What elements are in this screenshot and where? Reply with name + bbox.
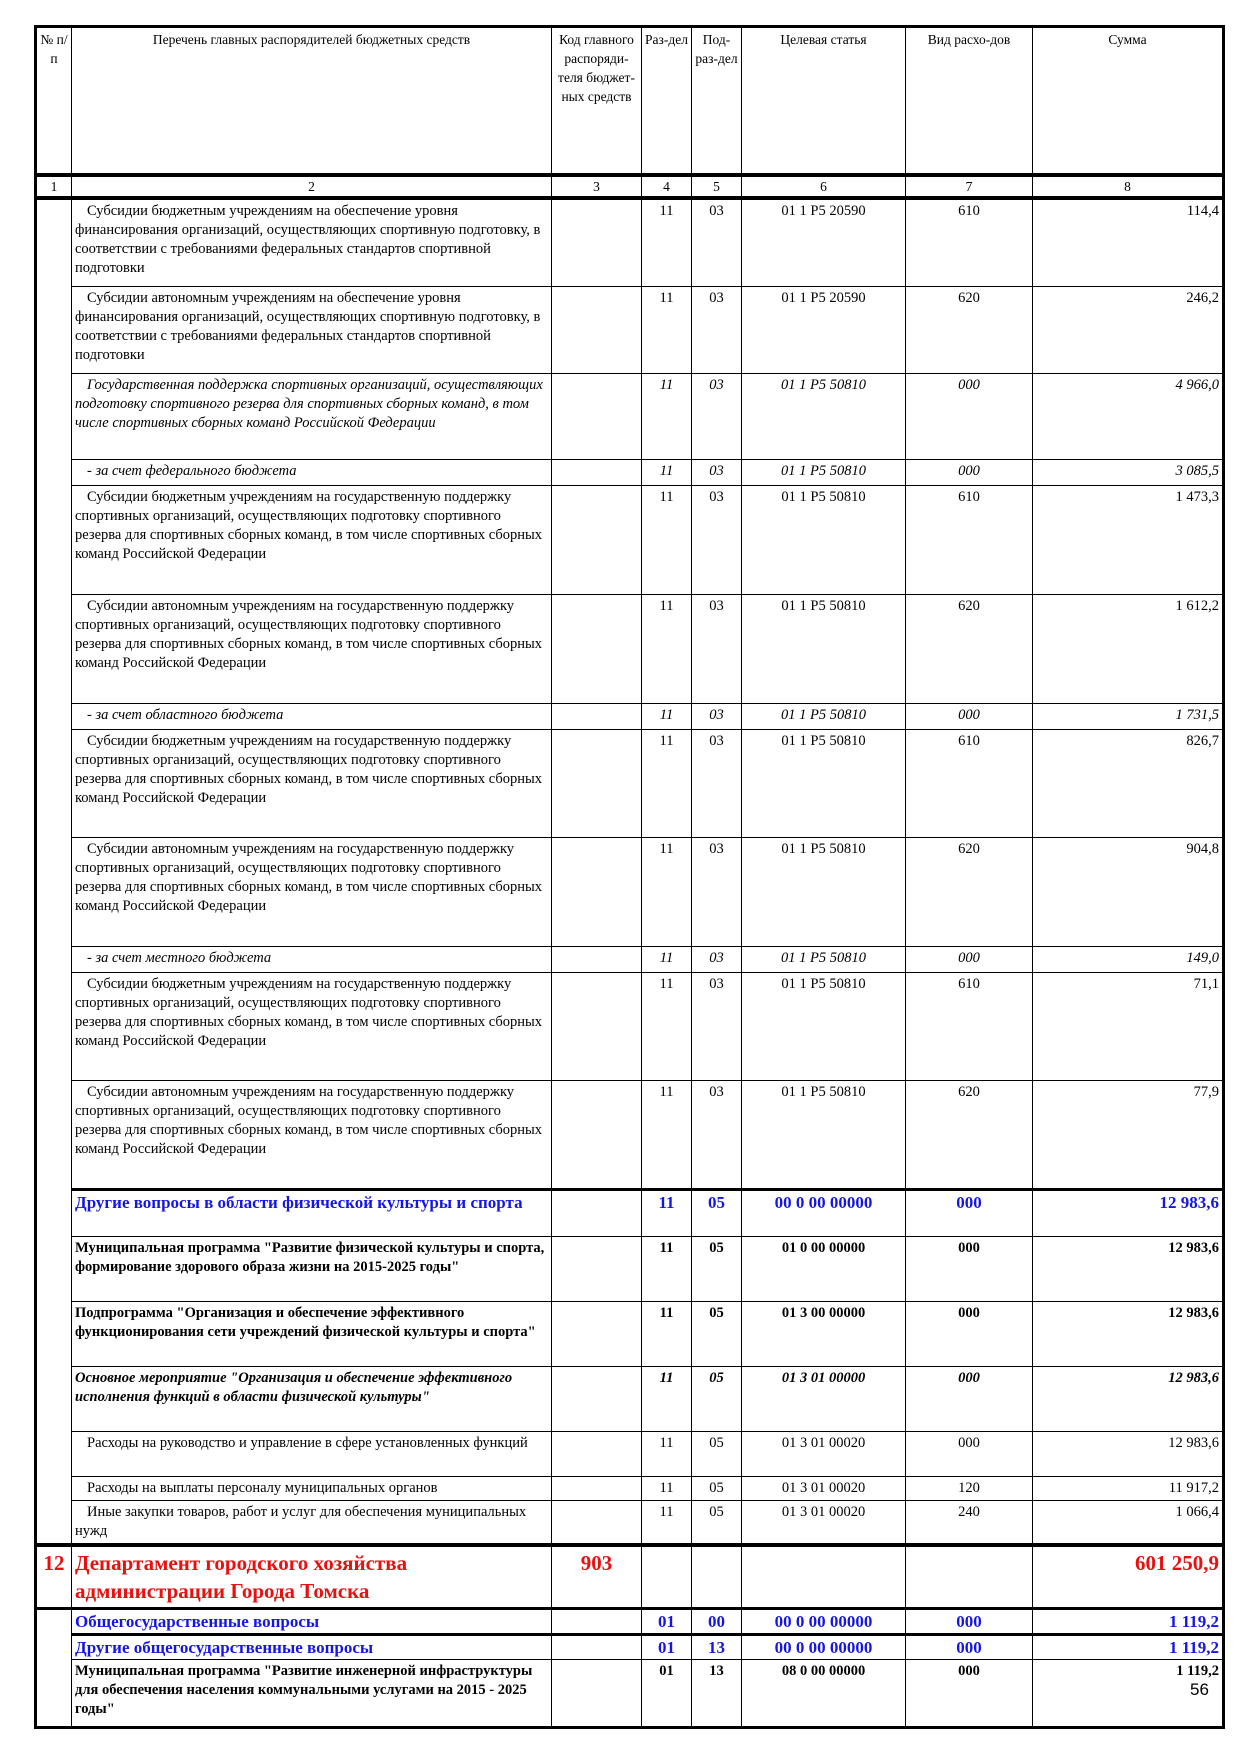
row-podrazdel: 13: [692, 1634, 742, 1659]
row-razdel: 11: [642, 1366, 692, 1431]
row-podrazdel: 03: [692, 837, 742, 946]
row-vid: 120: [906, 1476, 1033, 1500]
table-row: [36, 1189, 1224, 1236]
row-number-cell: [36, 1608, 72, 1727]
table-row: [36, 972, 1224, 1080]
row-code: [552, 1431, 642, 1476]
row-razdel: 11: [642, 837, 692, 946]
row-razdel: 11: [642, 1431, 692, 1476]
row-name: Иные закупки товаров, работ и услуг для обеспечения муниципальных нужд: [72, 1500, 552, 1545]
row-vid: 000: [906, 1366, 1033, 1431]
table-row: [36, 729, 1224, 837]
table-row: [36, 837, 1224, 946]
row-vid: 620: [906, 837, 1033, 946]
row-vid: 000: [906, 1189, 1033, 1236]
row-razdel: 11: [642, 1500, 692, 1545]
row-razdel: 01: [642, 1608, 692, 1634]
row-podrazdel: 13: [692, 1659, 742, 1727]
row-podrazdel: 05: [692, 1431, 742, 1476]
row-razdel: 11: [642, 485, 692, 594]
header-target: Целевая статья: [742, 27, 906, 176]
row-code: [552, 946, 642, 972]
header-podrazdel: Под-раз-дел: [692, 27, 742, 176]
header-row: [36, 27, 1224, 176]
row-razdel: 11: [642, 1236, 692, 1301]
row-sum: 1 731,5: [1033, 703, 1224, 729]
row-sum: 114,4: [1033, 198, 1224, 286]
row-podrazdel: 03: [692, 594, 742, 703]
row-name: - за счет федерального бюджета: [72, 459, 552, 485]
budget-table: [34, 25, 1225, 1729]
row-podrazdel: 03: [692, 946, 742, 972]
department-name: Департамент городского хозяйства администрации Города Томска: [72, 1545, 552, 1609]
row-vid: 610: [906, 198, 1033, 286]
col-number: 5: [692, 175, 742, 198]
row-target: 01 1 P5 50810: [742, 594, 906, 703]
row-number-cell: [36, 198, 72, 1545]
row-razdel: 11: [642, 1476, 692, 1500]
table-row: [36, 1476, 1224, 1500]
row-razdel: 01: [642, 1659, 692, 1727]
row-podrazdel: 03: [692, 972, 742, 1080]
row-podrazdel: 05: [692, 1476, 742, 1500]
col-number: 2: [72, 175, 552, 198]
row-name: - за счет областного бюджета: [72, 703, 552, 729]
row-target: 00 0 00 00000: [742, 1608, 906, 1634]
row-sum: 149,0: [1033, 946, 1224, 972]
row-name: Субсидии автономным учреждениям на государственную поддержку спортивных организаций, осуществляющих подготовку спортивного резерва для спортивных сборных команд, в том числе спортивных сборных команд Российской Федерации: [72, 1080, 552, 1189]
page-number: 56: [1190, 1680, 1209, 1699]
row-target: 01 1 P5 50810: [742, 972, 906, 1080]
row-name: - за счет местного бюджета: [72, 946, 552, 972]
table-row: [36, 1634, 1224, 1659]
row-target: 01 3 01 00000: [742, 1366, 906, 1431]
empty-cell: [906, 1545, 1033, 1609]
row-vid: 000: [906, 946, 1033, 972]
row-podrazdel: 03: [692, 1080, 742, 1189]
row-podrazdel: 03: [692, 729, 742, 837]
row-code: [552, 594, 642, 703]
row-podrazdel: 03: [692, 485, 742, 594]
row-sum: 904,8: [1033, 837, 1224, 946]
table-row: [36, 1608, 1224, 1634]
row-vid: 000: [906, 373, 1033, 459]
row-code: [552, 1189, 642, 1236]
row-vid: 620: [906, 1080, 1033, 1189]
row-code: [552, 729, 642, 837]
row-name: Субсидии автономным учреждениям на государственную поддержку спортивных организаций, осуществляющих подготовку спортивного резерва для спортивных сборных команд, в том числе спортивных сборных команд Российской Федерации: [72, 594, 552, 703]
row-vid: 000: [906, 1634, 1033, 1659]
row-razdel: 01: [642, 1634, 692, 1659]
col-number: 4: [642, 175, 692, 198]
table-row: [36, 946, 1224, 972]
row-vid: 000: [906, 1301, 1033, 1366]
table-row: [36, 1080, 1224, 1189]
row-code: [552, 703, 642, 729]
row-code: [552, 1634, 642, 1659]
row-podrazdel: 05: [692, 1500, 742, 1545]
row-name: Расходы на выплаты персоналу муниципальных органов: [72, 1476, 552, 1500]
row-razdel: 11: [642, 1080, 692, 1189]
row-code: [552, 198, 642, 286]
row-code: [552, 1366, 642, 1431]
row-code: [552, 1476, 642, 1500]
row-code: [552, 972, 642, 1080]
empty-cell: [642, 1545, 692, 1609]
row-code: [552, 1659, 642, 1727]
row-target: 01 3 01 00020: [742, 1476, 906, 1500]
row-target: 01 1 P5 50810: [742, 1080, 906, 1189]
empty-cell: [692, 1545, 742, 1609]
row-sum: 11 917,2: [1033, 1476, 1224, 1500]
row-vid: 610: [906, 972, 1033, 1080]
row-code: [552, 459, 642, 485]
row-podrazdel: 05: [692, 1189, 742, 1236]
row-sum: 12 983,6: [1033, 1431, 1224, 1476]
row-target: 01 1 P5 50810: [742, 373, 906, 459]
row-sum: 4 966,0: [1033, 373, 1224, 459]
row-name: Муниципальная программа "Развитие инженерной инфраструктуры для обеспечения населения коммунальными услугами на 2015 - 2025 годы": [72, 1659, 552, 1727]
row-podrazdel: 03: [692, 286, 742, 373]
row-code: [552, 485, 642, 594]
table-row: [36, 198, 1224, 286]
row-code: [552, 1301, 642, 1366]
row-target: 01 0 00 00000: [742, 1236, 906, 1301]
row-code: [552, 1236, 642, 1301]
row-target: 01 1 P5 50810: [742, 729, 906, 837]
row-sum: 12 983,6: [1033, 1301, 1224, 1366]
row-sum: 12 983,6: [1033, 1236, 1224, 1301]
col-number: 6: [742, 175, 906, 198]
empty-cell: [742, 1545, 906, 1609]
table-row: [36, 1236, 1224, 1301]
table-row: [36, 1431, 1224, 1476]
row-name: Субсидии бюджетным учреждениям на обеспечение уровня финансирования организаций, осуществляющих спортивную подготовку, в соответствии с требованиями федеральных стандартов спортивной подготовки: [72, 198, 552, 286]
row-name: Подпрограмма "Организация и обеспечение эффективного функционирования сети учреждений физической культуры и спорта": [72, 1301, 552, 1366]
row-sum: 12 983,6: [1033, 1366, 1224, 1431]
row-name: Другие вопросы в области физической культуры и спорта: [72, 1189, 552, 1236]
row-code: [552, 837, 642, 946]
row-vid: 610: [906, 485, 1033, 594]
row-podrazdel: 03: [692, 373, 742, 459]
row-podrazdel: 05: [692, 1236, 742, 1301]
row-podrazdel: 05: [692, 1301, 742, 1366]
row-name: Другие общегосударственные вопросы: [72, 1634, 552, 1659]
row-sum: 71,1: [1033, 972, 1224, 1080]
row-code: [552, 1500, 642, 1545]
row-podrazdel: 03: [692, 198, 742, 286]
row-sum: 12 983,6: [1033, 1189, 1224, 1236]
table-row: [36, 373, 1224, 459]
row-name: Субсидии бюджетным учреждениям на государственную поддержку спортивных организаций, осуществляющих подготовку спортивного резерва для спортивных сборных команд, в том числе спортивных сборных команд Российской Федерации: [72, 485, 552, 594]
row-podrazdel: 00: [692, 1608, 742, 1634]
table-row: [36, 1659, 1224, 1727]
row-razdel: 11: [642, 594, 692, 703]
row-name: Муниципальная программа "Развитие физической культуры и спорта, формирование здорового образа жизни на 2015-2025 годы": [72, 1236, 552, 1301]
row-name: Основное мероприятие "Организация и обеспечение эффективного исполнения функций в области физической культуры": [72, 1366, 552, 1431]
row-podrazdel: 03: [692, 703, 742, 729]
row-razdel: 11: [642, 972, 692, 1080]
row-target: 01 3 01 00020: [742, 1500, 906, 1545]
header-num: № п/п: [36, 27, 72, 176]
row-code: [552, 1608, 642, 1634]
row-razdel: 11: [642, 373, 692, 459]
department-row: [36, 1545, 1224, 1609]
row-vid: 000: [906, 1659, 1033, 1727]
col-number: 3: [552, 175, 642, 198]
row-vid: 000: [906, 1608, 1033, 1634]
table-row: [36, 703, 1224, 729]
row-razdel: 11: [642, 946, 692, 972]
row-target: 01 1 P5 20590: [742, 198, 906, 286]
row-sum: 246,2: [1033, 286, 1224, 373]
row-name: Субсидии автономным учреждениям на обеспечение уровня финансирования организаций, осуществляющих спортивную подготовку, в соответствии с требованиями федеральных стандартов спортивной подготовки: [72, 286, 552, 373]
table-row: [36, 286, 1224, 373]
department-code: 903: [552, 1545, 642, 1609]
row-target: 00 0 00 00000: [742, 1634, 906, 1659]
row-name: Расходы на руководство и управление в сфере установленных функций: [72, 1431, 552, 1476]
row-sum: 1 066,4: [1033, 1500, 1224, 1545]
row-sum: 77,9: [1033, 1080, 1224, 1189]
row-target: 01 1 P5 50810: [742, 946, 906, 972]
row-vid: 610: [906, 729, 1033, 837]
row-podrazdel: 03: [692, 459, 742, 485]
row-sum: 1 119,2: [1033, 1634, 1224, 1659]
row-razdel: 11: [642, 198, 692, 286]
row-code: [552, 373, 642, 459]
table-row: [36, 485, 1224, 594]
row-razdel: 11: [642, 286, 692, 373]
row-sum: 1 473,3: [1033, 485, 1224, 594]
row-razdel: 11: [642, 1301, 692, 1366]
table-row: [36, 1500, 1224, 1545]
table-row: [36, 594, 1224, 703]
row-target: 01 1 P5 50810: [742, 485, 906, 594]
row-code: [552, 286, 642, 373]
col-number: 1: [36, 175, 72, 198]
row-name: Субсидии бюджетным учреждениям на государственную поддержку спортивных организаций, осуществляющих подготовку спортивного резерва для спортивных сборных команд, в том числе спортивных сборных команд Российской Федерации: [72, 972, 552, 1080]
row-target: 01 1 P5 50810: [742, 837, 906, 946]
row-vid: 000: [906, 1431, 1033, 1476]
header-razdel: Раз-дел: [642, 27, 692, 176]
header-sum: Сумма: [1033, 27, 1224, 176]
row-sum: 3 085,5: [1033, 459, 1224, 485]
row-razdel: 11: [642, 729, 692, 837]
header-name: Перечень главных распорядителей бюджетных средств: [72, 27, 552, 176]
row-vid: 620: [906, 594, 1033, 703]
row-name: Субсидии автономным учреждениям на государственную поддержку спортивных организаций, осуществляющих подготовку спортивного резерва для спортивных сборных команд, в том числе спортивных сборных команд Российской Федерации: [72, 837, 552, 946]
row-sum: 1 612,2: [1033, 594, 1224, 703]
row-sum: 826,7: [1033, 729, 1224, 837]
row-vid: 240: [906, 1500, 1033, 1545]
row-sum: 1 119,2: [1033, 1659, 1224, 1727]
header-vid: Вид расхо-дов: [906, 27, 1033, 176]
row-target: 01 1 P5 50810: [742, 703, 906, 729]
header-code: Код главного распоряди-теля бюджет-ных средств: [552, 27, 642, 176]
row-target: 00 0 00 00000: [742, 1189, 906, 1236]
row-razdel: 11: [642, 1189, 692, 1236]
row-razdel: 11: [642, 459, 692, 485]
table-row: [36, 1301, 1224, 1366]
row-podrazdel: 05: [692, 1366, 742, 1431]
department-number: 12: [36, 1545, 72, 1609]
row-vid: 620: [906, 286, 1033, 373]
department-sum: 601 250,9: [1033, 1545, 1224, 1609]
row-sum: 1 119,2: [1033, 1608, 1224, 1634]
col-number: 7: [906, 175, 1033, 198]
row-target: 01 3 01 00020: [742, 1431, 906, 1476]
row-vid: 000: [906, 1236, 1033, 1301]
row-code: [552, 1080, 642, 1189]
row-name: Субсидии бюджетным учреждениям на государственную поддержку спортивных организаций, осуществляющих подготовку спортивного резерва для спортивных сборных команд, в том числе спортивных сборных команд Российской Федерации: [72, 729, 552, 837]
row-razdel: 11: [642, 703, 692, 729]
row-target: 01 3 00 00000: [742, 1301, 906, 1366]
table-row: [36, 459, 1224, 485]
table-row: [36, 1366, 1224, 1431]
col-number: 8: [1033, 175, 1224, 198]
row-vid: 000: [906, 459, 1033, 485]
row-name: Общегосударственные вопросы: [72, 1608, 552, 1634]
column-numbers-row: [36, 175, 1224, 198]
row-target: 01 1 P5 20590: [742, 286, 906, 373]
row-target: 08 0 00 00000: [742, 1659, 906, 1727]
row-vid: 000: [906, 703, 1033, 729]
row-target: 01 1 P5 50810: [742, 459, 906, 485]
row-name: Государственная поддержка спортивных организаций, осуществляющих подготовку спортивного резерва для спортивных сборных команд, в том числе спортивных сборных команд Российской Федерации: [72, 373, 552, 459]
